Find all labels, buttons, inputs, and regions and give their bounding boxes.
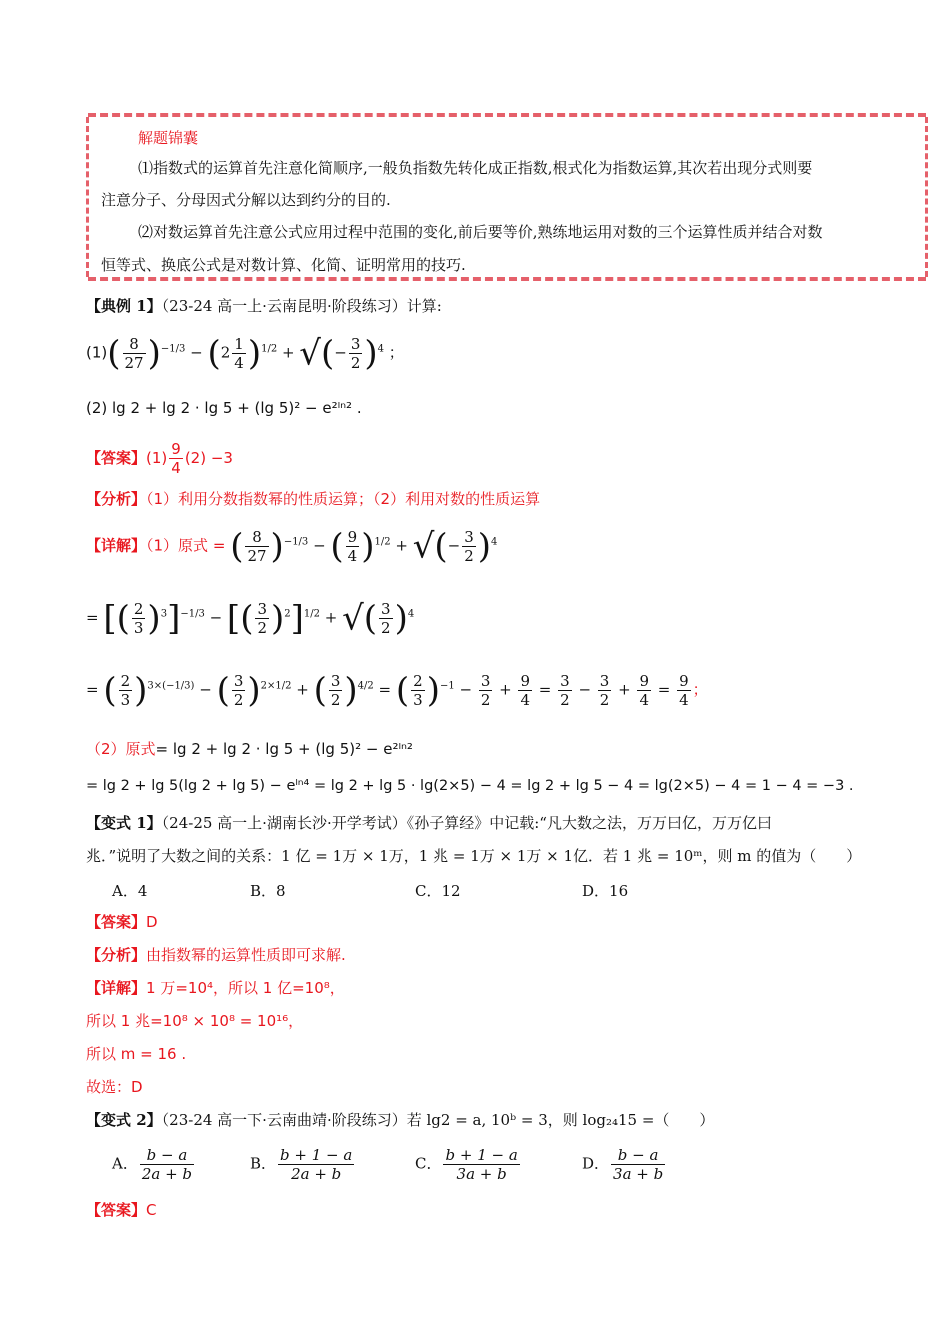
- variant-1-line-1: [86, 813, 772, 833]
- variant-1-text-1: （24-25 高一上·湖南长沙·开学考试）《孙子算经》中记载:“凡大数之法，万万曰亿，万万亿曰: [161, 814, 772, 832]
- detail-2-prefix: （2）原式: [86, 740, 156, 758]
- detail-label: 【详解】: [86, 536, 147, 555]
- analysis-label: 【分析】: [86, 946, 147, 964]
- example-1-source: （23-24 高一上·云南昆明·阶段练习）计算:: [161, 297, 442, 315]
- variant-2-label: 【变式 2】: [86, 1111, 162, 1129]
- variant-1-detail-2: 所以 1 兆=10⁸ × 10⁸ = 10¹⁶，: [86, 1012, 304, 1030]
- example-1-detail-4: [86, 739, 413, 759]
- detail-label: 【详解】: [86, 979, 147, 997]
- variant-2-option-c: C． $\frac{b + 1 - a}{3a + b}$: [415, 1146, 518, 1183]
- answer-value: C: [146, 1201, 157, 1219]
- tips-p1b: 注意分子、分母因式分解以达到约分的目的.: [101, 191, 391, 209]
- variant-2-option-b: B． $\frac{b + 1 - a}{2a + b}$: [250, 1146, 353, 1183]
- example-1-q1: (1)( $\frac{8}{27}$ )$^{-1/3}$ − (2 $\frac{1}{4}$ )$^{1/2}$ + √(− $\frac{3}{2}$ )$^4$ ；: [86, 333, 404, 374]
- variant-1-detail-3: 所以 m = 16 .: [86, 1045, 187, 1063]
- answer-label: 【答案】: [86, 913, 147, 931]
- example-1-detail-3: = ( $\frac{2}{3}$ )$^{3\times(-1/3)}$ − ( $\frac{3}{2}$ )$^{2\times 1/2}$ + ( $\frac{3}{2}$ )$^{4/2}$ = ( $\frac{2}{3}$ )$^{-1}$ − $\frac{3}{2}$ + $\frac{9}{4}$ = $\frac{3}{2}$ − $\frac{3}{2}$ + $\frac{9}{4}$ = $\frac{9}{4}$ ；: [86, 670, 708, 711]
- variant-2-answer: [86, 1200, 157, 1220]
- analysis-text: 由指数幂的运算性质即可求解.: [146, 946, 346, 964]
- variant-1-detail-1: [86, 978, 345, 998]
- example-1-q2: (2) lg 2 + lg 2 · lg 5 + (lg 5)² − e²ˡⁿ² .: [86, 399, 362, 417]
- example-1-detail-1: 【详解】（1）原式 = ( $\frac{8}{27}$ )$^{-1/3}$ − ( $\frac{9}{4}$ )$^{1/2}$ + √(− $\frac{3}{2}$ )$^4$: [86, 526, 498, 567]
- example-1-detail-2: = [( $\frac{2}{3}$ )$^3$]$^{-1/3}$ − [( $\frac{3}{2}$ )$^2$]$^{1/2}$ + √( $\frac{3}{2}$ )$^4$: [86, 598, 415, 639]
- variant-1-label: 【变式 1】: [86, 814, 162, 832]
- example-1-header: [86, 296, 442, 316]
- variant-1-analysis: [86, 945, 346, 965]
- example-1-label: 【典例 1】: [86, 297, 162, 315]
- variant-1-option-d: D．16: [582, 882, 629, 900]
- detail-2-text: = lg 2 + lg 2 · lg 5 + (lg 5)² − e²ˡⁿ²: [155, 740, 413, 758]
- detail-1-text: （1）原式 =: [146, 536, 226, 555]
- example-1-detail-5: = lg 2 + lg 5(lg 2 + lg 5) − eˡⁿ⁴ = lg 2 + lg 5 · lg(2×5) − 4 = lg 2 + lg 5 − 4 = lg(2×5) − 4 = 1 − 4 = −3 .: [86, 778, 854, 794]
- variant-1-option-c: C．12: [415, 882, 461, 900]
- variant-2-option-d: D． $\frac{b - a}{3a + b}$: [582, 1146, 664, 1183]
- variant-1-answer: [86, 912, 158, 932]
- answer-label: 【答案】: [86, 1201, 147, 1219]
- analysis-text: （1）利用分数指数幂的性质运算；（2）利用对数的性质运算: [146, 490, 541, 508]
- variant-1-option-a: A．4: [112, 882, 148, 900]
- variant-2-text-1: （23-24 高一下·云南曲靖·阶段练习）若 lg2 = a, 10ᵇ = 3，则 log₂₄15 =（ ）: [161, 1111, 715, 1129]
- variant-2-option-a: A． $\frac{b - a}{2a + b}$: [112, 1146, 193, 1183]
- answer-value: D: [146, 913, 158, 931]
- tips-p2a: ⑵对数运算首先注意公式应用过程中范围的变化,前后要等价,熟练地运用对数的三个运算性质并结合对数: [138, 223, 823, 241]
- tips-p2b: 恒等式、换底公式是对数计算、化简、证明常用的技巧.: [101, 256, 466, 274]
- variant-2-line-1: [86, 1110, 714, 1130]
- tips-title: 解题锦囊: [138, 129, 199, 147]
- variant-1-line-2: 兆．”说明了大数之间的关系：1 亿 = 1万 × 1万，1 兆 = 1万 × 1万 × 1亿．若 1 兆 = 10ᵐ，则 m 的值为（ ）: [86, 847, 862, 865]
- example-1-answer: 【答案】(1) $\frac{9}{4}$ (2) −3: [86, 440, 233, 477]
- analysis-label: 【分析】: [86, 490, 147, 508]
- variant-1-detail-4: 故选：D: [86, 1078, 143, 1096]
- tips-p1a: ⑴指数式的运算首先注意化简顺序,一般负指数先转化成正指数,根式化为指数运算,其次若出现分式则要: [138, 159, 813, 177]
- variant-1-option-b: B．8: [250, 882, 286, 900]
- q1-prefix: (1): [86, 343, 108, 362]
- answer-label: 【答案】: [86, 449, 147, 467]
- detail-1-text: 1 万=10⁴，所以 1 亿=10⁸，: [146, 979, 345, 997]
- example-1-analysis: [86, 489, 540, 509]
